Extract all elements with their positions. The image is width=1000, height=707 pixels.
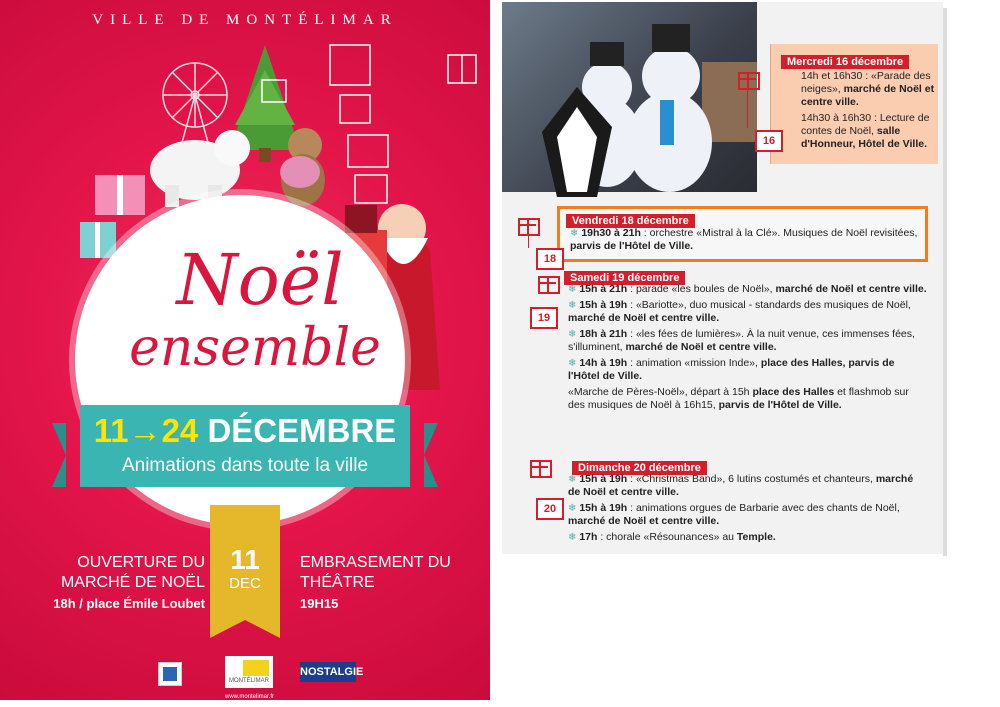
event-parade-neiges: 14h et 16h30 : «Parade des neiges», marché de Noël et centre ville. [801,70,935,108]
event-dates-range: 11→24 [93,412,199,449]
event-orgues: ❄ 15h à 19h : animations orgues de Barbarie avec des chants de Noël, marché de Noël et centre ville. [568,502,900,527]
event-marche-peres-noel: «Marche de Pères-Noël», départ à 15h place des Halles et flashmob sur des musiques de Noël à 16h15, parvis de l'Hôtel de Ville. [568,386,909,411]
opening-subtitle: 18h / place Émile Loubet [53,596,205,611]
day-16-header: Mercredi 16 décembre [781,55,909,69]
nostalgie-logo: NOSTALGIE [300,662,356,682]
montelimar-logo [225,656,275,700]
event-dates [80,405,410,453]
gift-19-icon [538,276,560,294]
day-20-header: Dimanche 20 décembre [572,461,707,475]
ferris-wheel-icon [163,63,227,150]
event-subtitle: Animations dans toute la ville [121,455,369,476]
event-bariotte: ❄ 15h à 19h : «Bariotte», duo musical - standards des musiques de Noël, marché de Noël et centre ville. [568,299,911,324]
banner-day: 11 [230,544,260,575]
website-url: www.montelimar.fr [225,694,275,700]
snowflake-icon: ❄ [570,228,579,239]
day-19-events [568,283,928,412]
day-18-header: Vendredi 18 décembre [566,214,695,228]
embrasement-title: EMBRASEMENT DU THÉÂTRE [300,554,451,591]
montelimar-crest-logo [158,662,182,686]
day-16-box [770,44,938,164]
sponsor-logos [0,650,490,700]
event-boules: ❄ 15h à 21h : parade «les boules de Noël», marché de Noël et centre ville. [568,283,927,295]
gift-16-icon [738,72,760,90]
gift-18-icon [518,218,540,236]
day-18-number: 18 [536,248,564,270]
gift-20-icon [530,460,552,478]
poster-town: VILLE DE MONTÉLIMAR [92,12,398,28]
event-orchestre: ❄ 19h30 à 21h : orchestre «Mistral à la Clé». Musiques de Noël revisitées, parvis de l'Hôtel de Ville. [570,227,918,252]
date-banner [210,505,280,620]
banner-month: DEC [229,575,261,592]
event-fees: ❄ 18h à 21h : «les fées de lumières». À la nuit venue, ces immenses fées, s'illuminent, marché de Noël et centre ville. [568,328,915,353]
program-shadow [943,8,947,556]
event-chorale: ❄ 17h : chorale «Résounances» au Temple. [568,531,776,543]
day-16-number: 16 [755,130,783,152]
opening-title: OUVERTURE DU MARCHÉ DE NOËL [60,554,205,591]
snowmen-photo [502,2,757,192]
event-dates-month: DÉCEMBRE [198,412,397,449]
day-20-events [568,473,928,544]
poster-title-noel: Noël [176,239,344,321]
day-18-box [557,206,928,262]
penguin-icon [542,87,612,197]
day-19-number: 19 [530,307,558,329]
event-christmas-band: ❄ 15h à 19h : «Christmas Band», 6 lutins costumés et chanteurs, marché de Noël et centre ville. [568,473,914,498]
event-contes: 14h30 à 16h30 : Lecture de contes de Noël, salle d'Honneur, Hôtel de Ville. [801,112,930,150]
embrasement-time: 19H15 [300,596,339,611]
montelimar-logo-text: MONTÉLIMAR [228,678,269,684]
event-mission-inde: ❄ 14h à 19h : animation «mission Inde», place des Halles, parvis de l'Hôtel de Ville. [568,357,895,382]
dates-ribbon [80,405,410,487]
day-20-number: 20 [536,498,564,520]
poster-title-ensemble: ensemble [129,318,381,378]
event-poster [0,0,490,700]
event-program [502,2,943,554]
day-19-header: Samedi 19 décembre [564,271,685,285]
